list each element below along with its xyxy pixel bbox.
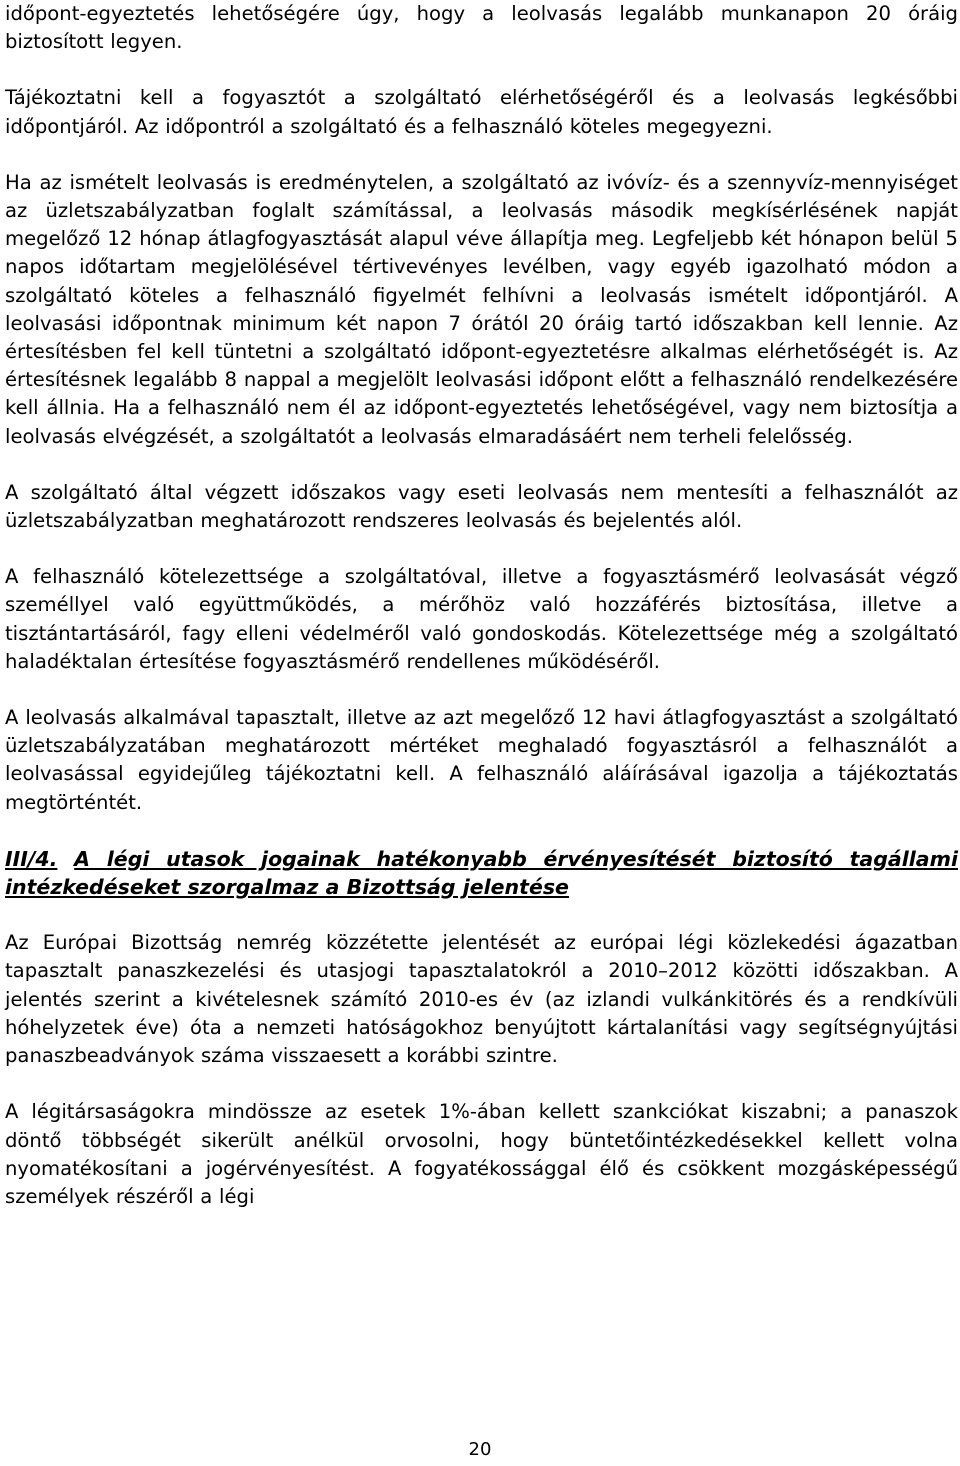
document-page [5,0,958,1211]
paragraph-user-obligations: A felhasználó kötelezettsége a szolgáltatóval, illetve a fogyasztásmérő leolvasását végző személlyel való együttműködés, a mérőhöz való hozzáférés biztosítása, illetve a tisztántartásáról, fagy elleni védelméről való gondoskodás. Kötelezettsége még a szolgáltató haladéktalan értesítése fogyasztásmérő rendellenes működéséről. [5,565,958,673]
paragraph-appointment-continuation: időpont-egyeztetés lehetőségére úgy, hogy a leolvasás legalább munkanapon 20 óráig biztosított legyen. [5,2,958,54]
section-number: III/4. [5,846,58,871]
section-title: A légi utasok jogainak hatékonyabb érvényesítését biztosító tagállami intézkedéseket szorgalmaz a Bizottság jelentése [5,846,958,900]
paragraph-consumption-notice: A leolvasás alkalmával tapasztalt, illetve az azt megelőző 12 havi átlagfogyasztást a szolgáltató üzletszabályzatában meghatározott mértéket meghaladó fogyasztásról a felhasználót a leolvasással egyidejűleg tájékoztatni kell. A felhasználó aláírásával igazolja a tájékoztatás megtörténtét. [5,706,958,814]
section-heading [5,845,958,901]
paragraph-commission-report: Az Európai Bizottság nemrég közzétette jelentését az európai légi közlekedési ágazatban tapasztalt panaszkezelési és utasjogi tapasztalatokról a 2010–2012 közötti időszakban. A jelentés szerint a kivételesnek számító 2010-es év (az izlandi vulkánkitörés és a rendkívüli hóhelyzetek éve) óta a nemzeti hatóságokhoz benyújtott kártalanítási vagy segítségnyújtási panaszbeadványok száma visszaesett a korábbi szintre. [5,931,958,1068]
paragraph-consumer-information: Tájékoztatni kell a fogyasztót a szolgáltató elérhetőségéről és a leolvasás legkésőbbi időpontjáról. Az időpontról a szolgáltató és a felhasználó köteles megegyezni. [5,86,958,138]
paragraph-periodic-reading: A szolgáltató által végzett időszakos vagy eseti leolvasás nem mentesíti a felhasználót az üzletszabályzatban meghatározott rendszeres leolvasás és bejelentés alól. [5,480,958,533]
page-number: 20 [468,1439,492,1460]
paragraph-airline-sanctions: A légitársaságokra mindössze az esetek 1%-ában kellett szankciókat kiszabni; a panaszok döntő többségét sikerült anélkül orvosolni, hogy büntetőintézkedésekkel kellett volna nyomatékosítani a jogérvényesítést. A fogyatékossággal élő és csökkent mozgásképességű személyek részéről a légi [5,1100,958,1208]
paragraph-repeated-reading: Ha az ismételt leolvasás is eredménytelen, a szolgáltató az ivóvíz- és a szennyvíz-mennyiséget az üzletszabályzatban foglalt számítással, a leolvasás második megkísérlésének napját megelőző 12 hónap átlagfogyasztását alapul véve állapítja meg. Legfeljebb két hónapon belül 5 napos időtartam megjelölésével tértivevényes levélben, vagy egyéb igazolható módon a szolgáltató köteles a felhasználó figyelmét felhívni a leolvasás ismételt időpontjáról. A leolvasási időpontnak minimum két napon 7 órától 20 óráig tartó időszakban kell lennie. Az értesítésben fel kell tüntetni a szolgáltató időpont-egyeztetésre alkalmas elérhetőségét is. Az értesítésnek legalább 8 nappal a megjelölt leolvasási időpont előtt a felhasználó rendelkezésére kell állnia. Ha a felhasználó nem él az időpont-egyeztetés lehetőségével, vagy nem biztosítja a leolvasás elvégzését, a szolgáltatót a leolvasás elmaradásáért nem terheli felelősség. [5,170,958,448]
